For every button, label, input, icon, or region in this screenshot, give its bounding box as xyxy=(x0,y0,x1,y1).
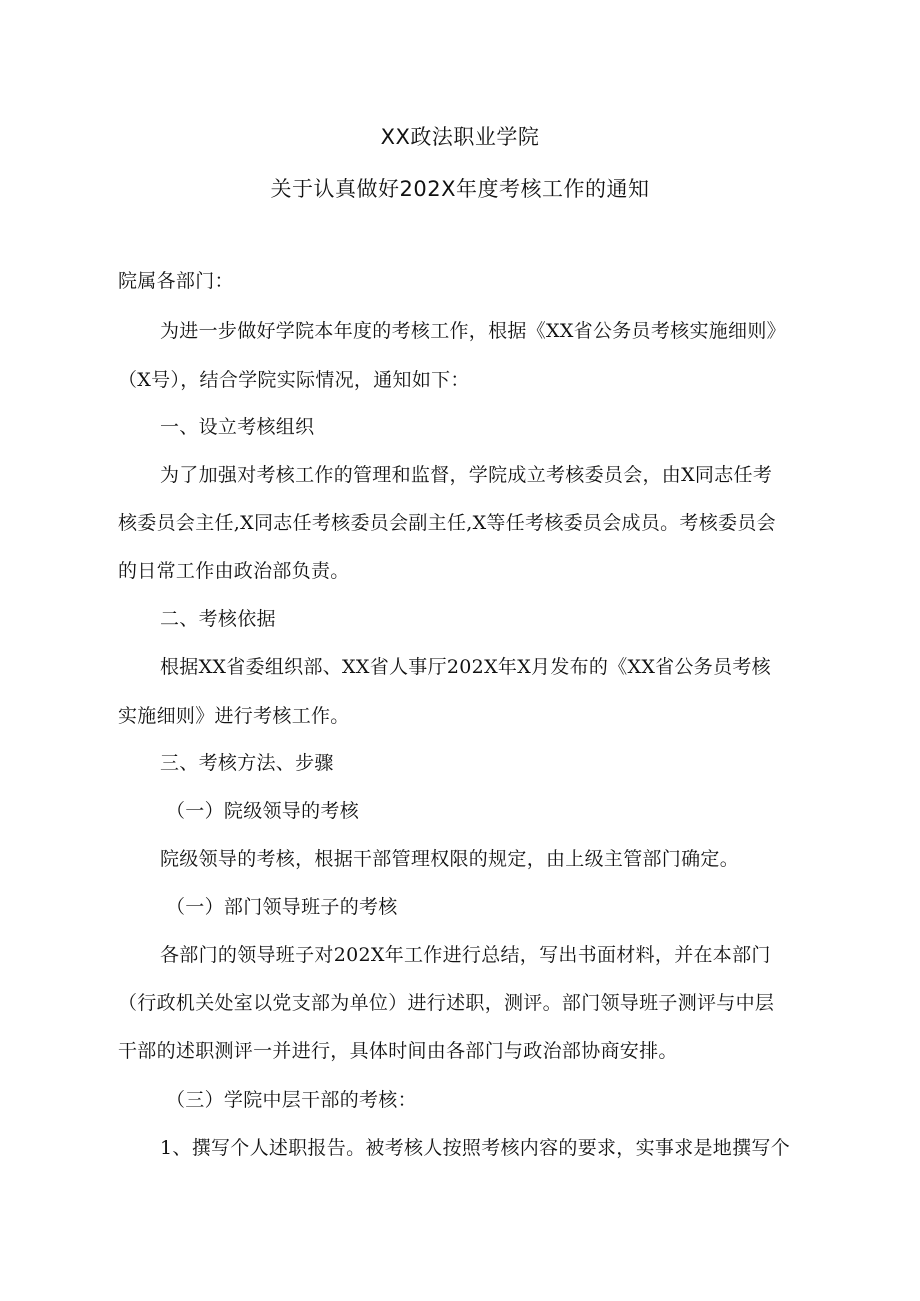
subsection-paragraph-line: （行政机关处室以党支部为单位）进行述职，测评。部门领导班子测评与中层 xyxy=(118,992,775,1014)
subsection-paragraph-line: 各部门的领导班子对202X年工作进行总结，写出书面材料，并在本部门 xyxy=(160,944,771,966)
section-paragraph-line: 实施细则》进行考核工作。 xyxy=(118,705,350,727)
section-heading: 一、设立考核组织 xyxy=(160,416,315,438)
intro-paragraph-line: （X号），结合学院实际情况，通知如下： xyxy=(118,369,470,391)
subsection-heading: （一）院级领导的考核 xyxy=(166,800,360,822)
section-paragraph-line: 根据XX省委组织部、XX省人事厅202X年X月发布的《XX省公务员考核 xyxy=(160,656,771,678)
section-paragraph-line: 为了加强对考核工作的管理和监督，学院成立考核委员会，由X同志任考 xyxy=(160,464,773,486)
section-paragraph-line: 的日常工作由政治部负责。 xyxy=(118,560,350,582)
intro-paragraph-line: 为进一步做好学院本年度的考核工作，根据《XX省公务员考核实施细则》 xyxy=(160,320,786,342)
section-heading: 三、考核方法、步骤 xyxy=(160,752,334,774)
subsection-paragraph-line: 院级领导的考核，根据干部管理权限的规定，由上级主管部门确定。 xyxy=(160,848,740,870)
subsection-paragraph-line: 干部的述职测评一并进行，具体时间由各部门与政治部协商安排。 xyxy=(118,1040,678,1062)
list-item-line: 1、撰写个人述职报告。被考核人按照考核内容的要求，实事求是地撰写个 xyxy=(160,1137,790,1159)
document-title-subject: 关于认真做好202X年度考核工作的通知 xyxy=(270,177,650,201)
section-paragraph-line: 核委员会主任,X同志任考核委员会副主任,X等任考核委员会成员。考核委员会 xyxy=(118,512,776,534)
document-title-institution: XX政法职业学院 xyxy=(380,125,540,149)
salutation: 院属各部门： xyxy=(118,270,234,292)
subsection-heading: （三）学院中层干部的考核： xyxy=(166,1089,417,1111)
subsection-heading: （一）部门领导班子的考核 xyxy=(166,896,398,918)
section-heading: 二、考核依据 xyxy=(160,608,276,630)
